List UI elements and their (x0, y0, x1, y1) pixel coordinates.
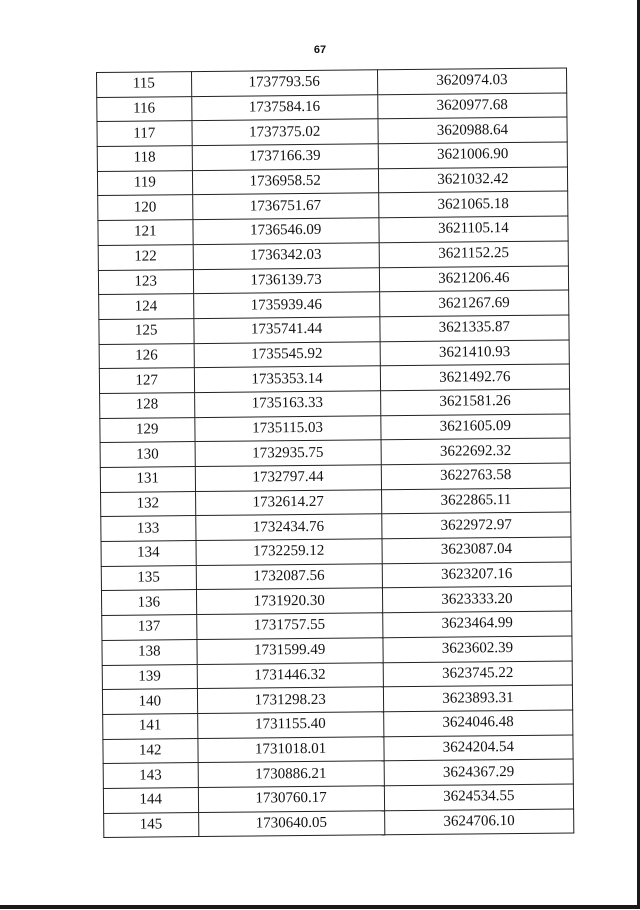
point-number-cell: 117 (97, 121, 192, 147)
y-coordinate-cell: 3621335.87 (380, 315, 569, 342)
y-coordinate-cell: 3623745.22 (383, 660, 572, 687)
x-coordinate-cell: 1735115.03 (194, 415, 380, 441)
x-coordinate-cell: 1735163.33 (194, 391, 380, 417)
y-coordinate-cell: 3621581.26 (380, 389, 569, 416)
x-coordinate-cell: 1732087.56 (196, 564, 382, 590)
x-coordinate-cell: 1731920.30 (196, 588, 382, 614)
point-number-cell: 132 (101, 491, 196, 517)
x-coordinate-cell: 1730760.17 (198, 786, 384, 812)
x-coordinate-cell: 1737793.56 (191, 70, 377, 96)
coordinate-table-body (97, 68, 574, 838)
y-coordinate-cell: 3621065.18 (378, 191, 567, 218)
y-coordinate-cell: 3621105.14 (379, 216, 568, 243)
point-number-cell: 145 (104, 812, 199, 838)
point-number-cell: 118 (97, 146, 192, 172)
y-coordinate-cell: 3621206.46 (379, 265, 568, 292)
y-coordinate-cell: 3621492.76 (380, 364, 569, 391)
point-number-cell: 124 (99, 294, 194, 320)
point-number-cell: 125 (99, 318, 194, 344)
y-coordinate-cell: 3622692.32 (381, 438, 570, 465)
x-coordinate-cell: 1736751.67 (192, 193, 378, 219)
point-number-cell: 128 (100, 393, 195, 419)
point-number-cell: 120 (98, 195, 193, 221)
point-number-cell: 141 (103, 713, 198, 739)
coordinate-table (96, 67, 574, 838)
x-coordinate-cell: 1735545.92 (194, 341, 380, 367)
x-coordinate-cell: 1735741.44 (193, 317, 379, 343)
x-coordinate-cell: 1731018.01 (197, 736, 383, 762)
page-number: 67 (313, 44, 327, 56)
point-number-cell: 143 (103, 763, 198, 789)
point-number-cell: 136 (101, 590, 196, 616)
point-number-cell: 138 (102, 639, 197, 665)
y-coordinate-cell: 3624204.54 (384, 735, 573, 762)
point-number-cell: 123 (98, 269, 193, 295)
x-coordinate-cell: 1736958.52 (192, 169, 378, 195)
y-coordinate-cell: 3623893.31 (383, 685, 572, 712)
x-coordinate-cell: 1731298.23 (197, 687, 383, 713)
y-coordinate-cell: 3622763.58 (381, 463, 570, 490)
point-number-cell: 133 (101, 516, 196, 542)
point-number-cell: 121 (98, 220, 193, 246)
y-coordinate-cell: 3620974.03 (377, 68, 566, 95)
point-number-cell: 139 (102, 664, 197, 690)
x-coordinate-cell: 1732434.76 (195, 514, 381, 540)
y-coordinate-cell: 3620977.68 (377, 93, 566, 120)
x-coordinate-cell: 1730640.05 (198, 810, 384, 836)
point-number-cell: 142 (103, 738, 198, 764)
x-coordinate-cell: 1737584.16 (191, 94, 377, 120)
point-number-cell: 131 (100, 467, 195, 493)
point-number-cell: 122 (98, 244, 193, 270)
y-coordinate-cell: 3622865.11 (381, 488, 570, 515)
point-number-cell: 126 (99, 343, 194, 369)
point-number-cell: 115 (97, 72, 192, 98)
x-coordinate-cell: 1737375.02 (191, 119, 377, 145)
y-coordinate-cell: 3623464.99 (382, 611, 571, 638)
y-coordinate-cell: 3621032.42 (378, 167, 567, 194)
x-coordinate-cell: 1731757.55 (196, 613, 382, 639)
x-coordinate-cell: 1731446.32 (197, 662, 383, 688)
x-coordinate-cell: 1736139.73 (193, 267, 379, 293)
point-number-cell: 134 (101, 541, 196, 567)
point-number-cell: 137 (102, 615, 197, 641)
point-number-cell: 129 (100, 417, 195, 443)
y-coordinate-cell: 3621006.90 (378, 142, 567, 169)
table-row (104, 809, 574, 838)
x-coordinate-cell: 1736342.03 (193, 243, 379, 269)
x-coordinate-cell: 1737166.39 (192, 144, 378, 170)
x-coordinate-cell: 1735353.14 (194, 366, 380, 392)
y-coordinate-cell: 3621605.09 (381, 414, 570, 441)
y-coordinate-cell: 3621152.25 (379, 241, 568, 268)
x-coordinate-cell: 1732614.27 (195, 489, 381, 515)
y-coordinate-cell: 3624367.29 (384, 759, 573, 786)
point-number-cell: 119 (97, 170, 192, 196)
y-coordinate-cell: 3622972.97 (382, 512, 571, 539)
y-coordinate-cell: 3624706.10 (384, 809, 573, 836)
y-coordinate-cell: 3623087.04 (382, 537, 571, 564)
y-coordinate-cell: 3623602.39 (383, 636, 572, 663)
x-coordinate-cell: 1731155.40 (197, 712, 383, 738)
y-coordinate-cell: 3621410.93 (380, 340, 569, 367)
point-number-cell: 135 (101, 565, 196, 591)
y-coordinate-cell: 3620988.64 (378, 117, 567, 144)
y-coordinate-cell: 3623333.20 (382, 586, 571, 613)
x-coordinate-cell: 1730886.21 (198, 761, 384, 787)
point-number-cell: 144 (103, 787, 198, 813)
point-number-cell: 140 (102, 689, 197, 715)
x-coordinate-cell: 1732797.44 (195, 465, 381, 491)
point-number-cell: 127 (99, 368, 194, 394)
x-coordinate-cell: 1735939.46 (193, 292, 379, 318)
y-coordinate-cell: 3624046.48 (383, 710, 572, 737)
y-coordinate-cell: 3624534.55 (384, 784, 573, 811)
y-coordinate-cell: 3623207.16 (382, 562, 571, 589)
x-coordinate-cell: 1732259.12 (196, 539, 382, 565)
x-coordinate-cell: 1732935.75 (195, 440, 381, 466)
x-coordinate-cell: 1736546.09 (192, 218, 378, 244)
point-number-cell: 116 (97, 96, 192, 122)
x-coordinate-cell: 1731599.49 (196, 638, 382, 664)
point-number-cell: 130 (100, 442, 195, 468)
y-coordinate-cell: 3621267.69 (379, 290, 568, 317)
